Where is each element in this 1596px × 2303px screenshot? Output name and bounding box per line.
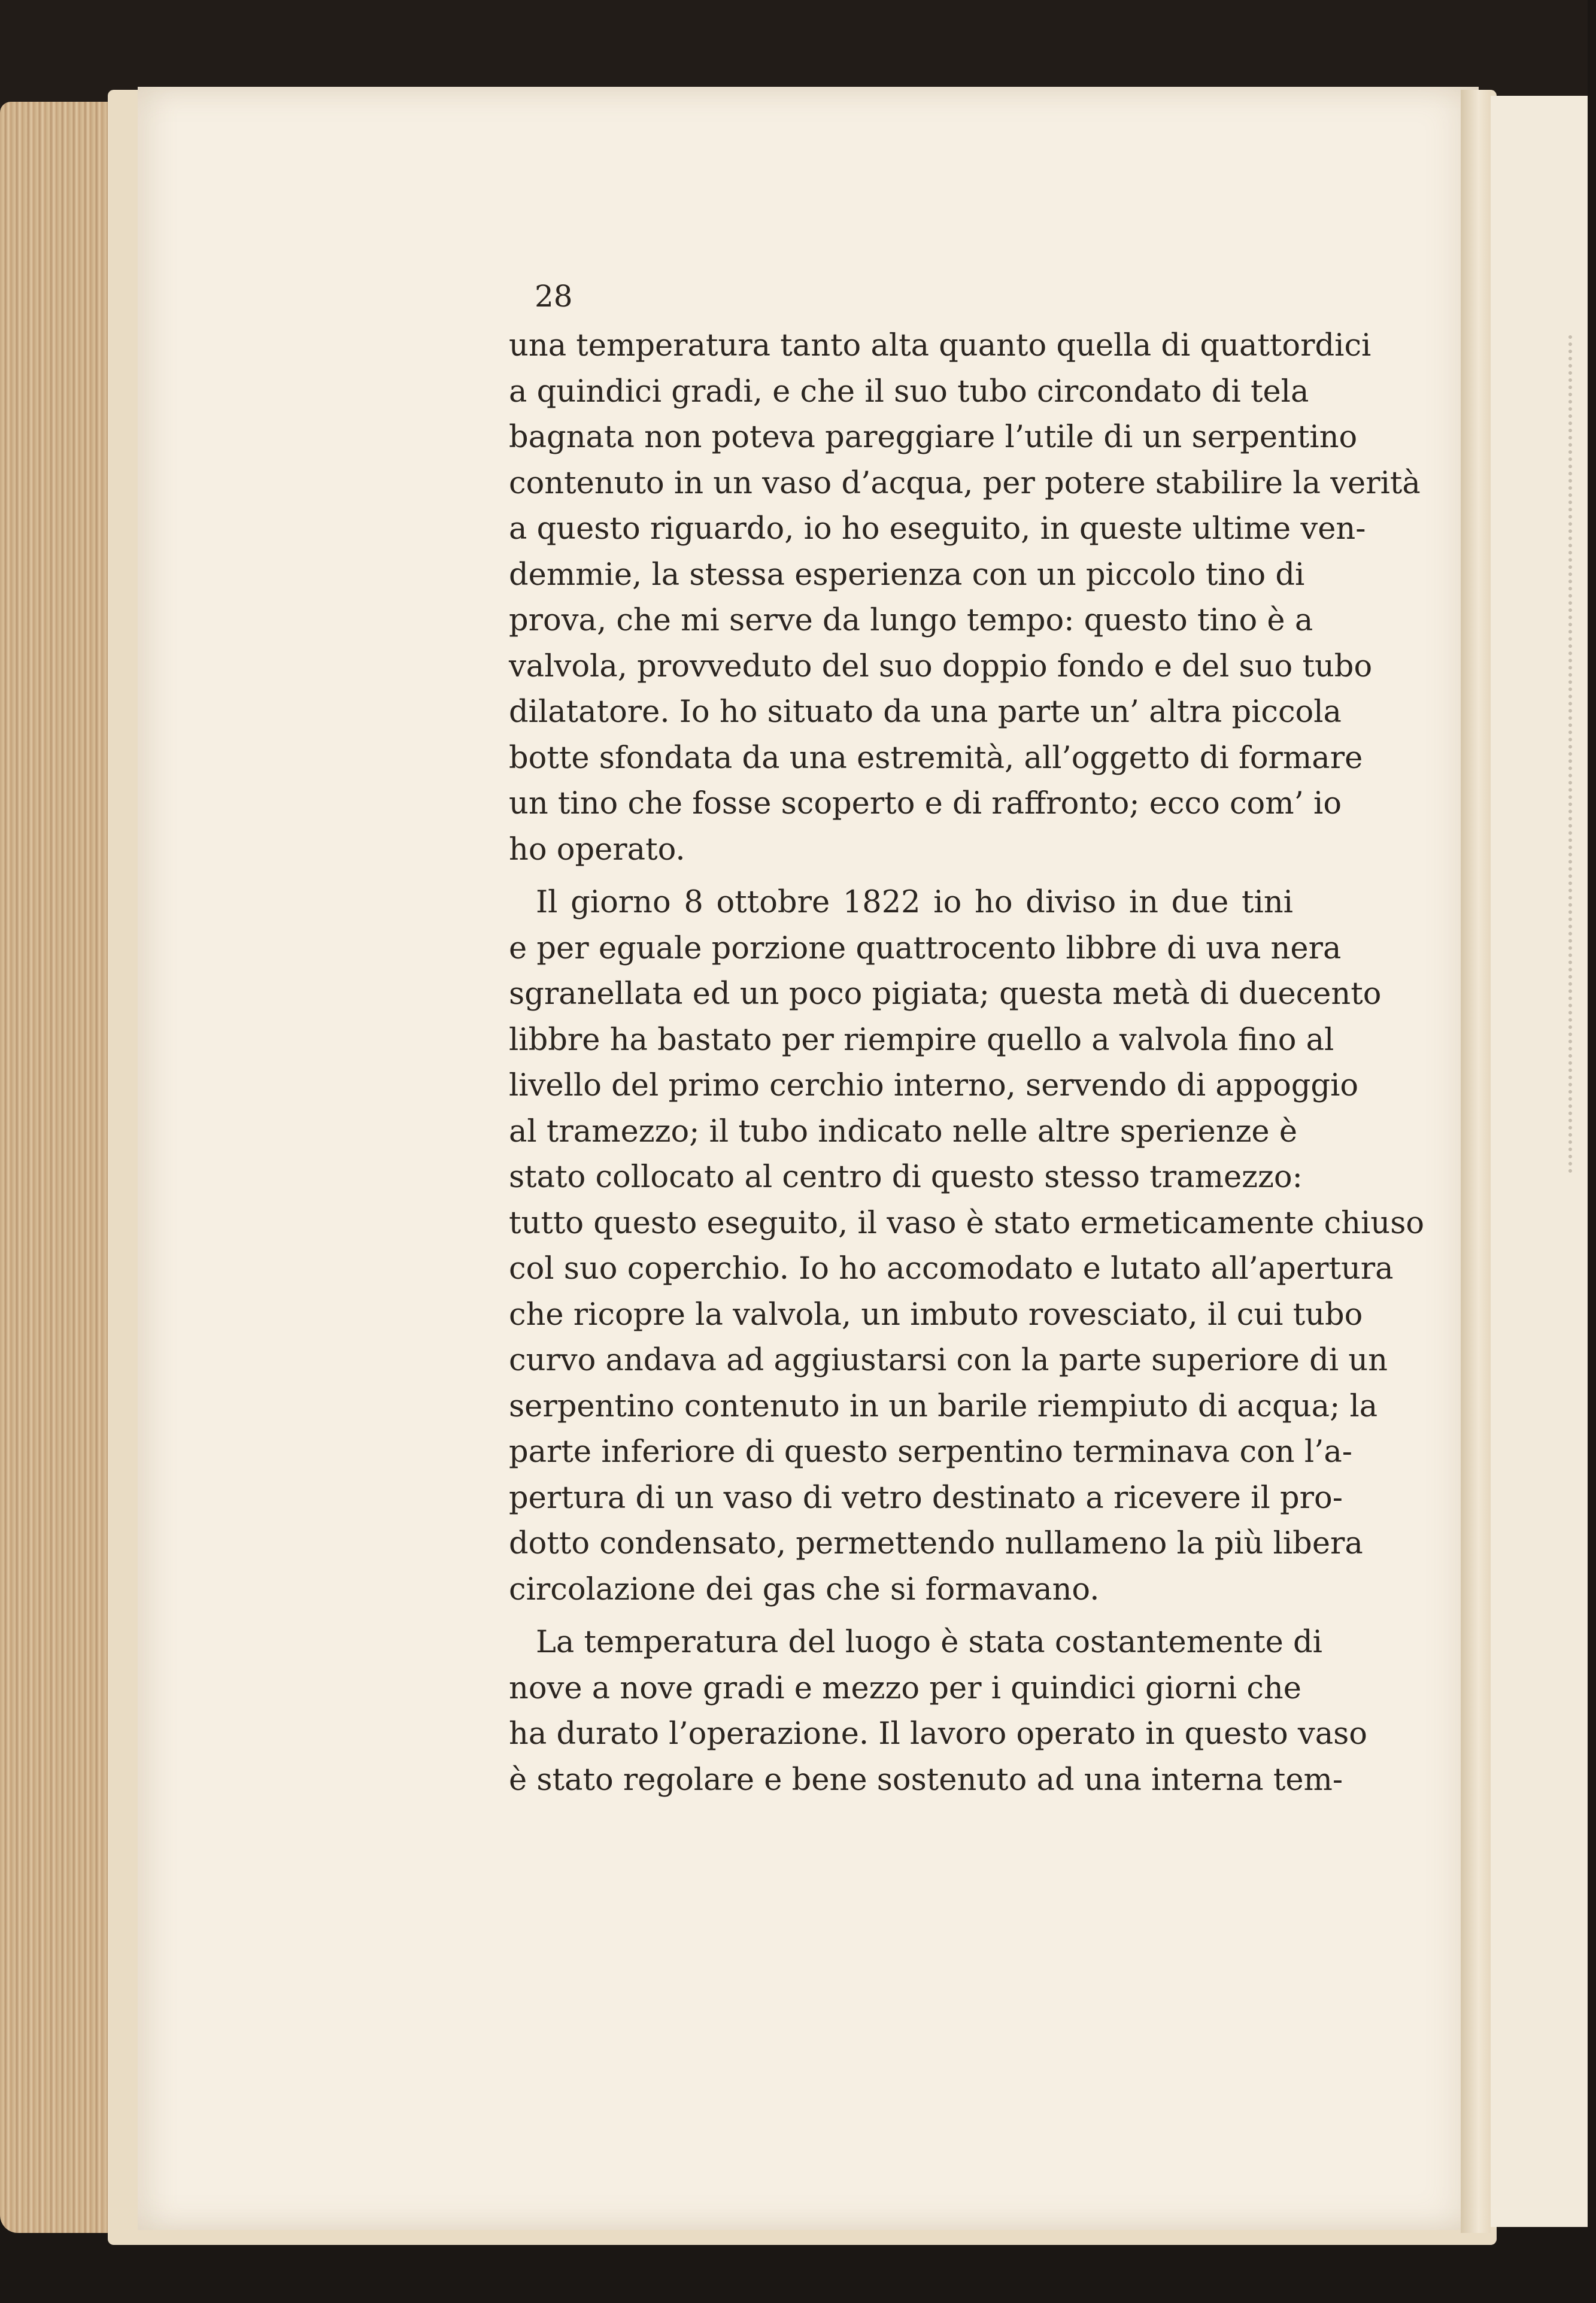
text-line: circolazione dei gas che si formavano. — [509, 1571, 1100, 1607]
text-line: livello del primo cerchio interno, servendo di appoggio — [509, 1068, 1359, 1103]
text-line: nove a nove gradi e mezzo per i quindici giorni che — [509, 1670, 1301, 1706]
text-line: è stato regolare e bene sostenuto ad una interna tem- — [509, 1762, 1343, 1798]
text-line: un tino che fosse scoperto e di raffronto; ecco com’ io — [509, 786, 1342, 821]
text-line: dotto condensato, permettendo nullameno la più libera — [509, 1526, 1363, 1561]
text-line: col suo coperchio. Io ho accomodato e lutato all’apertura — [509, 1251, 1394, 1286]
text-line: bagnata non poteva pareggiare l’utile di un serpentino — [509, 420, 1358, 455]
text-line: a quindici gradi, e che il suo tubo circondato di tela — [509, 374, 1309, 409]
text-line: che ricopre la valvola, un imbuto rovesciato, il cui tubo — [509, 1297, 1363, 1333]
facing-page-text-edge — [1568, 335, 1596, 1173]
page-number: 28 — [535, 279, 573, 314]
text-line: al tramezzo; il tubo indicato nelle altre sperienze è — [509, 1113, 1298, 1149]
text-line: contenuto in un vaso d’acqua, per potere stabilire la verità — [509, 465, 1421, 501]
text-line: dilatatore. Io ho situato da una parte un’ altra piccola — [509, 694, 1342, 730]
text-line: a questo riguardo, io ho eseguito, in queste ultime ven- — [509, 511, 1366, 547]
text-line: parte inferiore di questo serpentino terminava con l’a- — [509, 1434, 1352, 1470]
body-text — [509, 323, 1425, 1803]
text-line: stato collocato al centro di questo stesso tramezzo: — [509, 1160, 1303, 1195]
book-gutter — [1461, 90, 1491, 2233]
text-line: sgranellata ed un poco pigiata; questa metà di duecento — [509, 976, 1382, 1012]
text-line: e per eguale porzione quattrocento libbre di uva nera — [509, 930, 1342, 966]
paragraph — [509, 323, 1421, 873]
text-line: tutto questo eseguito, il vaso è stato ermeticamente chiuso — [509, 1205, 1425, 1241]
text-line: ho operato. — [509, 832, 685, 867]
text-line: valvola, provveduto del suo doppio fondo e del suo tubo — [509, 648, 1373, 684]
text-line: curvo andava ad aggiustarsi con la parte superiore di un — [509, 1343, 1388, 1378]
text-line: Il giorno 8 ottobre 1822 io ho diviso in due tini — [536, 885, 1293, 920]
paragraph-gap — [509, 873, 1293, 880]
paragraph — [509, 1620, 1367, 1803]
text-line: pertura di un vaso di vetro destinato a ricevere il pro- — [509, 1480, 1343, 1516]
text-line: La temperatura del luogo è stata costantemente di — [536, 1625, 1322, 1660]
text-line: serpentino contenuto in un barile riempiuto di acqua; la — [509, 1388, 1378, 1424]
paragraph — [509, 880, 1425, 1613]
text-line: demmie, la stessa esperienza con un piccolo tino di — [509, 557, 1305, 593]
text-line: botte sfondata da una estremità, all’oggetto di formare — [509, 740, 1363, 776]
text-line: una temperatura tanto alta quanto quella di quattordici — [509, 328, 1372, 363]
paragraph-gap — [509, 1613, 1293, 1620]
text-line: ha durato l’operazione. Il lavoro operato in questo vaso — [509, 1716, 1367, 1752]
text-line: prova, che mi serve da lungo tempo: questo tino è a — [509, 603, 1313, 638]
text-line: libbre ha bastato per riempire quello a valvola fino al — [509, 1022, 1334, 1058]
